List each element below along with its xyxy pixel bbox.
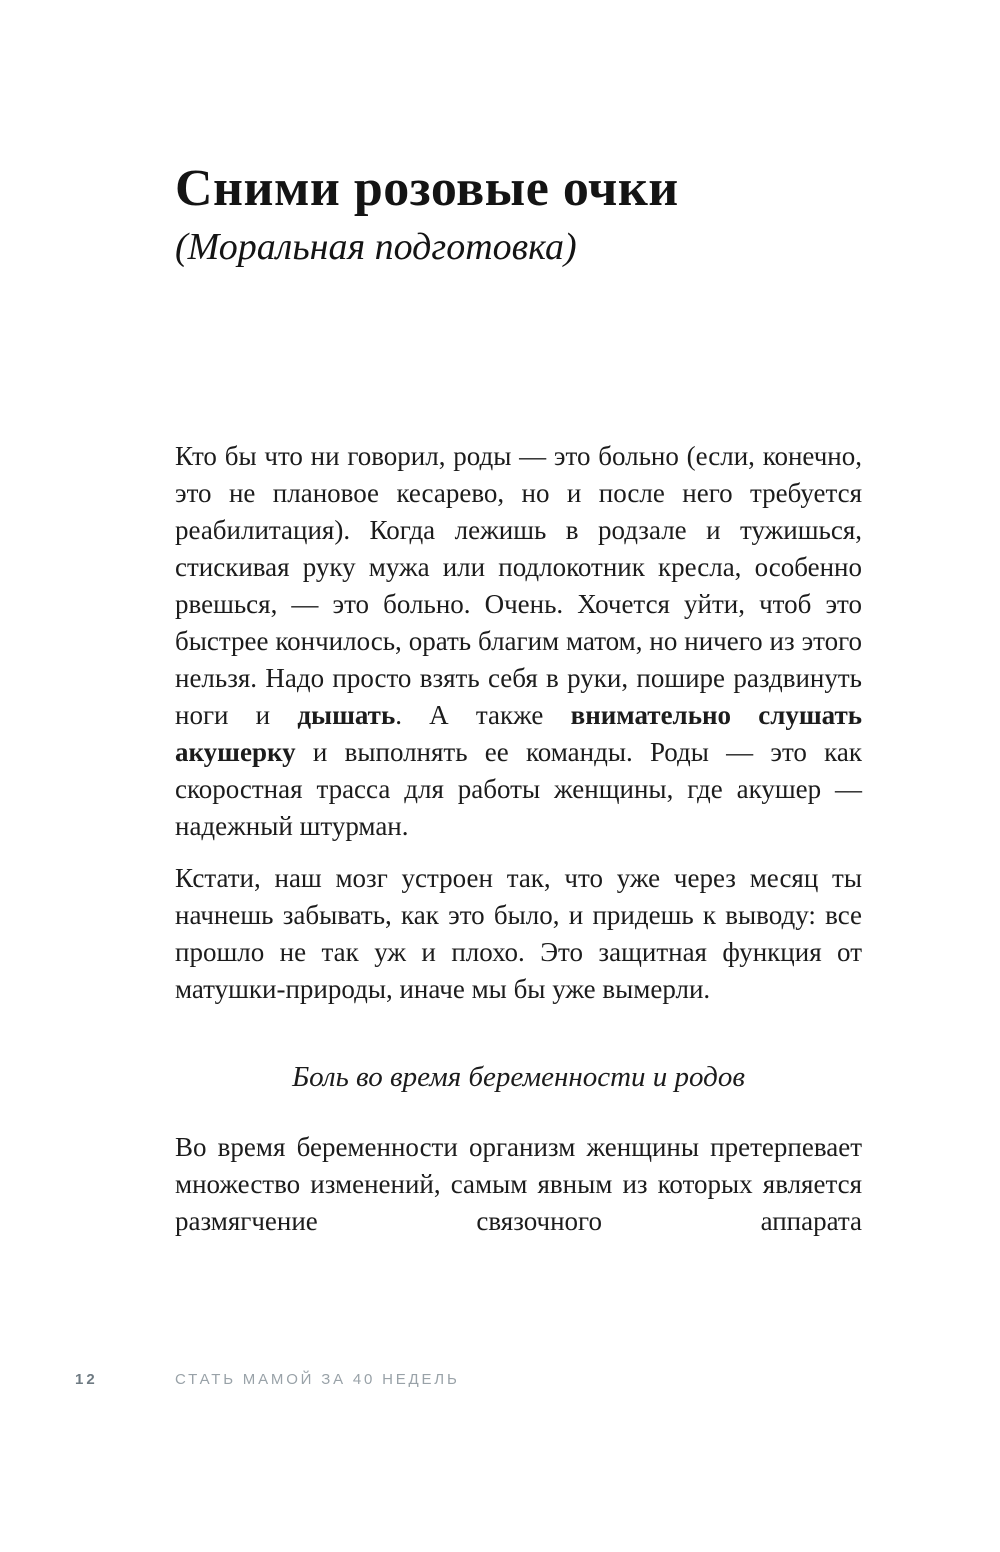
text-run: Кстати, наш мозг устроен так, что уже через месяц ты начнешь забывать, как это было, и придешь к выводу: все прошло не так уж и плохо. Это защитная функция от матушки-природы, иначе мы бы уже вымерли. [175,863,862,1004]
bold-text: дышать [297,700,396,730]
bold-text: внимательно слушать акушерку [175,700,863,767]
page-footer [75,1371,925,1388]
paragraph [175,1129,862,1240]
text-run: . А также [395,700,571,730]
chapter-header [175,160,875,270]
section-heading: Боль во время беременности и родов [292,1061,745,1093]
paragraphs-top [175,438,862,1008]
text-run: Кто бы что ни говорил, роды — это больно (если, конечно, это не плановое кесарево, но и после него требуется реабилитация). Когда лежишь в родзале и тужишься, стискивая руку мужа или подлокотник кресла, особенно рвешься, — это больно. Очень. Хочется уйти, чтоб это быстрее кончилось, орать благим матом, но ничего из этого нельзя. Надо просто взять себя в руки, пошире раздвинуть ноги и [175,441,862,730]
page-body [175,438,862,1255]
chapter-subtitle: (Моральная подготовка) [175,226,577,269]
chapter-title: Сними розовые очки [175,160,679,217]
text-run: и выполнять ее команды. Роды — это как скоростная трасса для работы женщины, где акушер — надежный штурман. [175,737,862,841]
page-number: 12 [75,1371,98,1388]
paragraphs-bottom [175,1129,862,1240]
running-title: СТАТЬ МАМОЙ ЗА 40 НЕДЕЛЬ [175,1371,460,1388]
paragraph [175,860,862,1008]
text-run: Во время беременности организм женщины претерпевает множество изменений, самым явным из которых является размягчение связочного аппарата [175,1131,862,1236]
paragraph [175,438,862,845]
